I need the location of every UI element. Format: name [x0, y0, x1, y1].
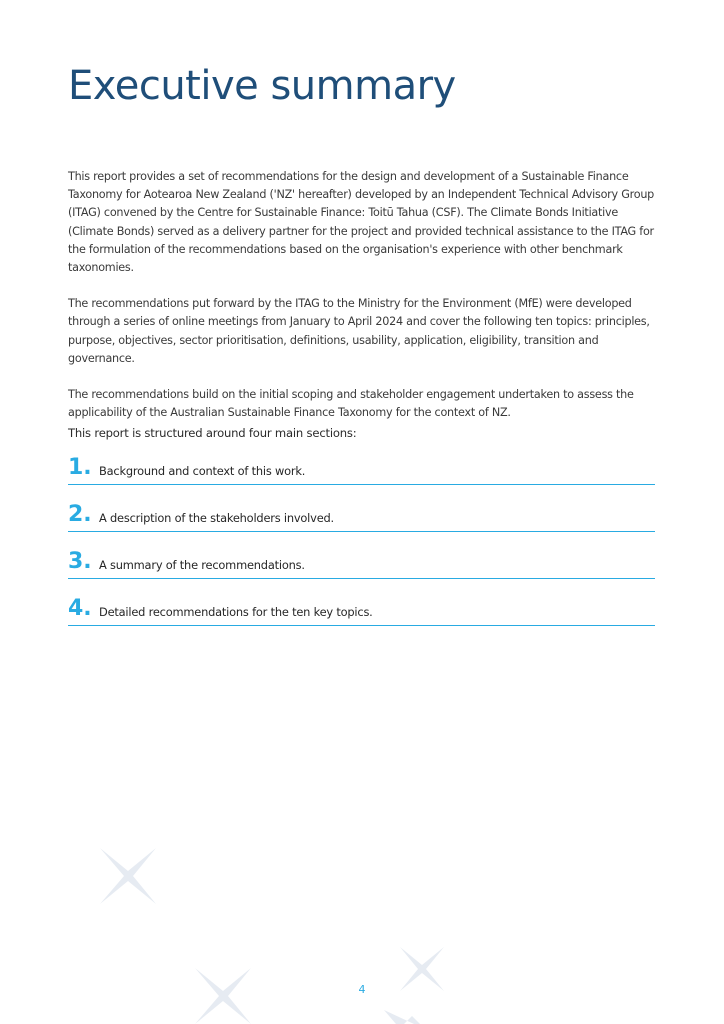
cross-mark-icon: [384, 1010, 420, 1024]
section-item: [68, 595, 655, 626]
summary-paragraph: The recommendations build on the initial scoping and stakeholder engagement undertaken to assess the applicability of the Australian Sustainable Finance Taxonomy for the context of NZ.: [68, 388, 634, 420]
section-text: A summary of the recommendations.: [99, 558, 305, 572]
section-text: A description of the stakeholders involved.: [99, 511, 334, 525]
section-item: [68, 454, 655, 485]
summary-paragraph: This report provides a set of recommendations for the design and development of a Sustainable Finance Taxonomy for Aotearoa New Zealand ('NZ' hereafter) developed by an Independent Technical Advisory Group (ITAG) convened by the Centre for Sustainable Finance: Toitū Tahua (CSF). The Climate Bonds Initiative (Climate Bonds) served as a delivery partner for the project and provided technical assistance to the ITAG for the formulation of the recommendations based on the organisation's experience with other benchmark taxonomies.: [68, 170, 655, 275]
section-number: 2.: [68, 502, 92, 527]
section-item: [68, 501, 655, 532]
page-number: 4: [358, 983, 366, 996]
section-text: Detailed recommendations for the ten key topics.: [99, 605, 373, 619]
structure-intro: This report is structured around four main sections:: [68, 426, 357, 440]
summary-paragraph: The recommendations put forward by the ITAG to the Ministry for the Environment (MfE) were developed through a series of online meetings from January to April 2024 and cover the following ten topics: principles, purpose, objectives, sector prioritisation, definitions, usability, application, eligibility, transition and governance.: [68, 297, 650, 365]
section-number: 1.: [68, 455, 92, 480]
section-item: [68, 548, 655, 579]
cross-mark-icon: [100, 848, 156, 904]
sections-list: [68, 454, 655, 642]
section-number: 3.: [68, 549, 92, 574]
page-title: Executive summary: [68, 63, 456, 109]
section-number: 4.: [68, 596, 92, 621]
section-text: Background and context of this work.: [99, 464, 306, 478]
summary-body: [68, 168, 658, 440]
